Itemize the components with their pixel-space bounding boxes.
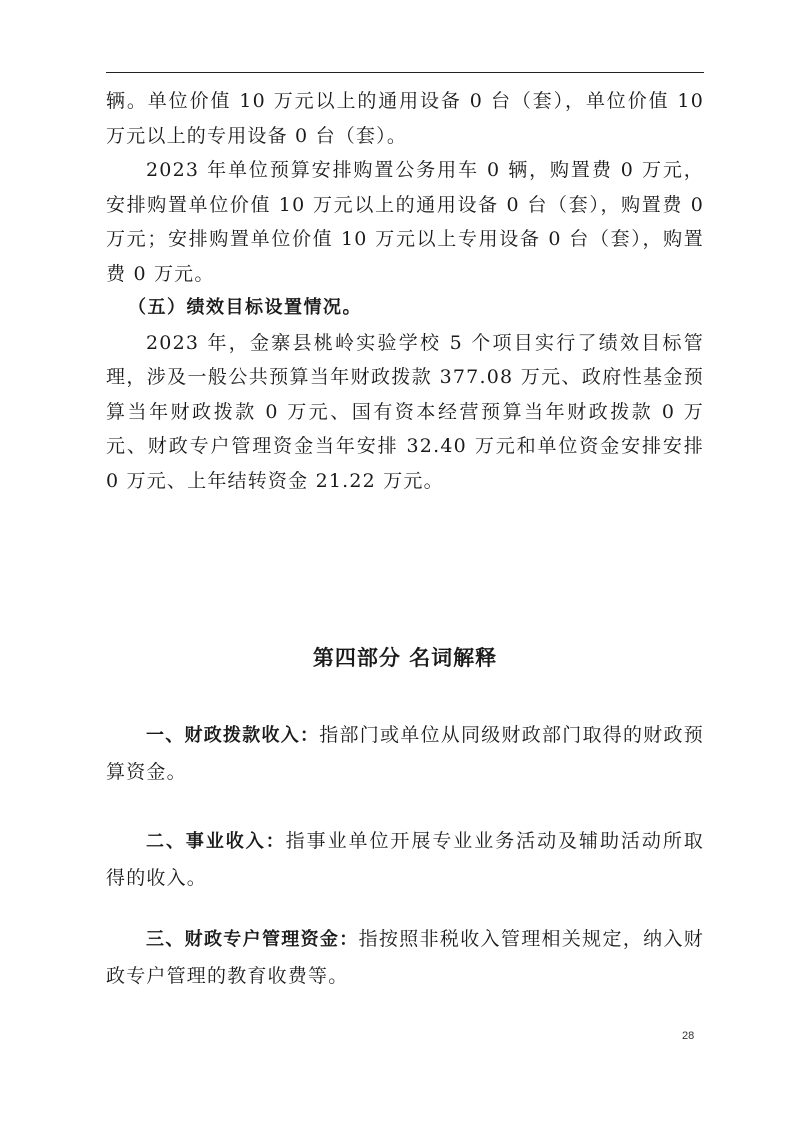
term-definition: 指事业单位开展专业业务活动及辅助活动所取得的收入。 xyxy=(106,830,704,889)
term-item xyxy=(106,823,704,897)
term-paragraph xyxy=(106,921,704,995)
paragraph-2023-purchase-plan: 2023 年单位预算安排购置公务用车 0 辆，购置费 0 万元，安排购置单位价值 10 万元以上的通用设备 0 台（套），购置费 0 万元；安排购置单位价值 10 万元以上专用设备 0 台（套），购置费 0 万元。 xyxy=(106,159,704,285)
paragraph-performance-targets: 2023 年，金寨县桃岭实验学校 5 个项目实行了绩效目标管理，涉及一般公共预算当年财政拨款 377.08 万元、政府性基金预算当年财政拨款 0 万元、国有资本经营预算当年财政拨款 0 万元、财政专户管理资金当年安排 32.40 万元和单位资金安排安排 0 万元、上年结转资金 21.22 万元。 xyxy=(106,331,704,492)
paragraph-equipment-continuation: 辆。单位价值 10 万元以上的通用设备 0 台（套），单位价值 10 万元以上的专用设备 0 台（套）。 xyxy=(106,90,704,147)
page-number: 28 xyxy=(682,1030,695,1042)
term-item xyxy=(106,921,704,995)
term-label: 一、财政拨款收入： xyxy=(146,725,320,746)
term-label: 三、财政专户管理资金： xyxy=(146,929,359,950)
term-item xyxy=(106,717,704,791)
term-definition: 指按照非税收入管理相关规定，纳入财政专户管理的教育收费等。 xyxy=(106,928,705,987)
subheading-performance-targets: （五）绩效目标设置情况。 xyxy=(128,297,362,318)
section-title: 第四部分 名词解释 xyxy=(312,646,498,670)
body-text-block xyxy=(106,84,704,498)
term-paragraph xyxy=(106,717,704,791)
header-rule xyxy=(106,72,704,73)
term-label: 二、事业收入： xyxy=(146,831,286,852)
term-definition: 指部门或单位从同级财政部门取得的财政预算资金。 xyxy=(106,724,704,783)
term-paragraph xyxy=(106,823,704,897)
